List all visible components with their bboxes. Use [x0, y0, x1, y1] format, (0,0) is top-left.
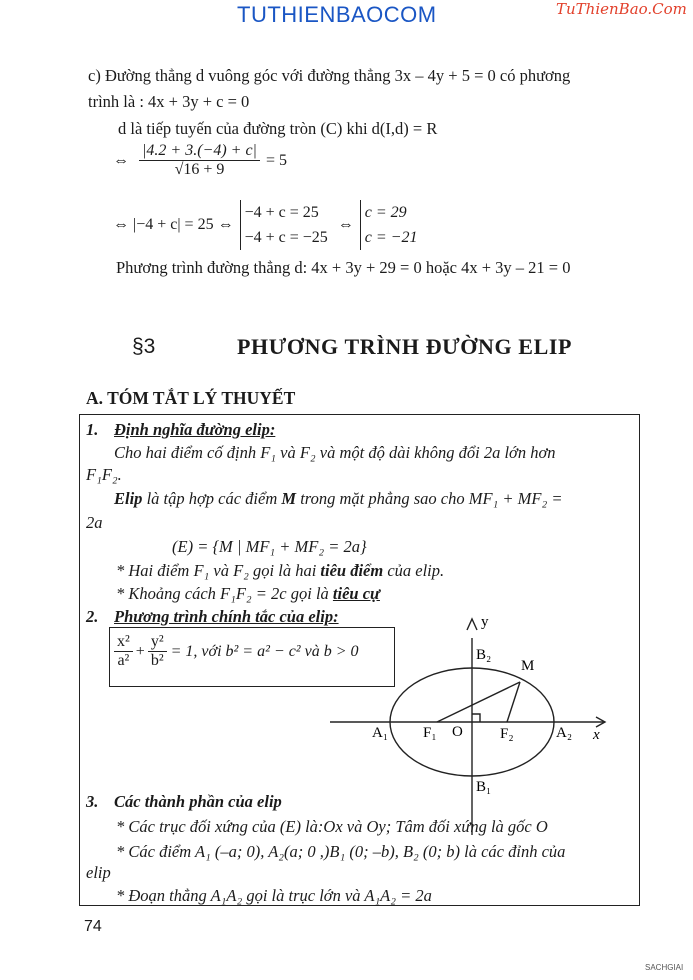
right-angle-mark	[472, 714, 480, 722]
sachgiai-mark: SACHGIAI	[645, 963, 684, 972]
part-a-title: A. TÓM TẮT LÝ THUYẾT	[86, 388, 296, 408]
equation-rhs: = 5	[265, 151, 287, 169]
label-m: M	[521, 658, 535, 674]
case-2: −4 + c = −25	[244, 229, 328, 246]
label-f1: F₁	[423, 725, 437, 741]
fraction-denominator: √16 + 9	[174, 161, 225, 178]
definition-line4: 2a	[86, 513, 103, 532]
component-line3: elip	[86, 863, 111, 882]
case-4: c = −21	[364, 229, 418, 246]
equivalence-symbol-2: ⇔	[337, 216, 354, 233]
y-axis-arrow	[467, 619, 477, 630]
section-number: §3	[132, 335, 156, 358]
segment-f1-m	[437, 682, 520, 722]
part-c-line1: c) Đường thẳng d vuông góc với đường thẳng 3x – 4y + 5 = 0 có phương	[88, 66, 571, 85]
foci-a: * Hai điểm F₁ và F₂ gọi là hai	[116, 561, 321, 580]
foci-term: tiêu điểm	[320, 561, 384, 580]
focal-term: tiêu cự	[332, 584, 380, 603]
plus-sign: +	[135, 642, 145, 660]
site-title: TUTHIENBAOCOM	[237, 2, 437, 27]
set-definition: (E) = {M | MF₁ + MF₂ = 2a}	[172, 537, 367, 556]
def3-end: trong mặt phẳng sao cho MF₁ + MF₂ =	[296, 489, 563, 508]
section-title: PHƯƠNG TRÌNH ĐƯỜNG ELIP	[237, 334, 573, 359]
heading-3: Các thành phần của elip	[114, 792, 282, 811]
label-f2: F₂	[500, 726, 514, 742]
def3-mid: là tập hợp các điểm	[142, 489, 282, 508]
y-numerator: y²	[148, 633, 167, 652]
heading-1: Định nghĩa đường elip:	[114, 420, 276, 439]
heading-1-number: 1.	[86, 420, 99, 439]
part-c-line2: trình là : 4x + 3y + c = 0	[88, 92, 250, 111]
conclusion-line: Phương trình đường thẳng d: 4x + 3y + 29 = 0 hoặc 4x + 3y – 21 = 0	[116, 258, 571, 277]
focal-a: * Khoảng cách F₁F₂ = 2c gọi là	[116, 584, 333, 603]
equivalence-symbol: ⇔	[113, 151, 129, 169]
x-numerator: x²	[114, 633, 133, 652]
fraction-numerator: |4.2 + 3.(−4) + c|	[139, 142, 260, 161]
heading-3-number: 3.	[86, 792, 99, 811]
elip-term: Elip	[114, 489, 143, 508]
label-o: O	[452, 724, 463, 740]
case-3: c = 29	[364, 204, 407, 221]
label-a1: A₁	[372, 725, 389, 741]
y-denominator: b²	[150, 652, 164, 669]
heading-2-number: 2.	[86, 607, 99, 626]
equation-condition: = 1, với b² = a² − c² và b > 0	[170, 642, 359, 660]
component-line4: * Đoạn thẳng A₁A₂ gọi là trục lớn và A₁A₂ = 2a	[116, 886, 432, 905]
point-m-term: M	[281, 489, 297, 508]
label-x: x	[593, 727, 600, 743]
label-y: y	[481, 614, 489, 630]
part-c-line3: d là tiếp tuyến của đường tròn (C) khi d(I,d) = R	[118, 119, 438, 138]
component-line1: * Các trục đối xứng của (E) là:Ox và Oy; Tâm đối xứng là gốc O	[116, 817, 548, 836]
case-1: −4 + c = 25	[244, 204, 319, 221]
label-a2: A₂	[556, 725, 573, 741]
definition-line2: F₁F₂.	[86, 465, 122, 484]
abs-equation: ⇔ |−4 + c| = 25 ⇔	[113, 216, 234, 233]
label-b2: B₂	[476, 647, 492, 663]
definition-line1: Cho hai điểm cố định F₁ và F₂ và một độ dài không đổi 2a lớn hơn	[114, 443, 556, 462]
page-number: 74	[84, 918, 102, 935]
component-line2: * Các điểm A₁ (–a; 0), A₂(a; 0 ,)B₁ (0; –b), B₂ (0; b) là các đỉnh của	[116, 842, 566, 861]
label-b1: B₁	[476, 779, 492, 795]
x-denominator: a²	[117, 652, 130, 669]
heading-2: Phương trình chính tắc của elip:	[114, 607, 339, 626]
brand-watermark: TuThienBao.Com	[556, 0, 687, 18]
foci-c: của elip.	[383, 561, 445, 580]
